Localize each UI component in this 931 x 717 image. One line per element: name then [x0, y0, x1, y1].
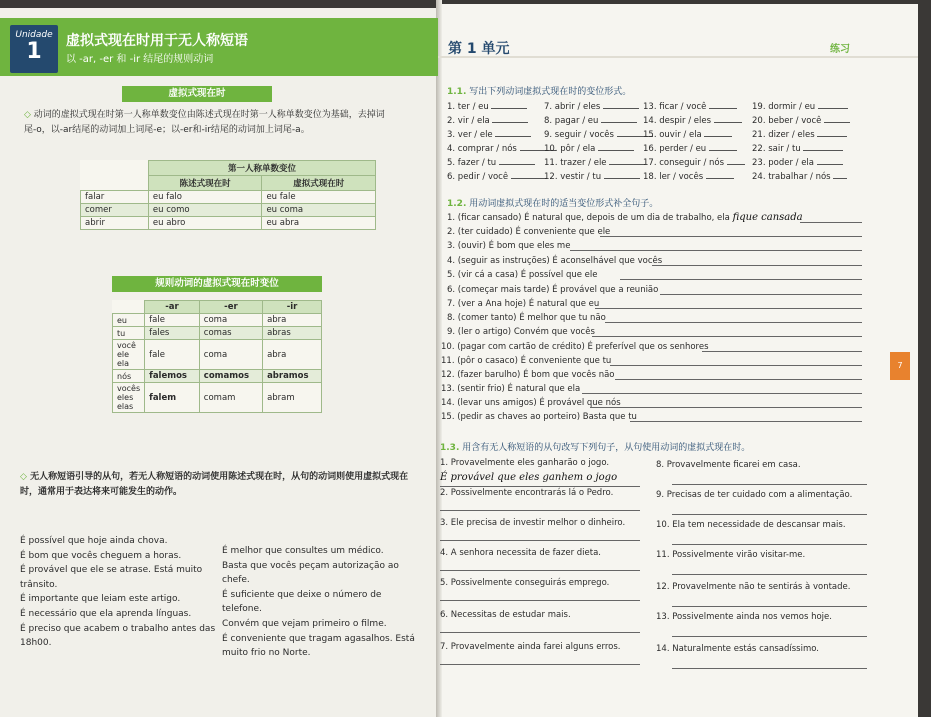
ex3-item: 3. Ele precisa de investir melhor o dinheiro. [440, 518, 626, 528]
verb-cell: comamos [199, 370, 262, 383]
diamond-bullet-icon: ◇ [20, 472, 31, 482]
page-tab: 7 [890, 352, 910, 380]
ex1-prompt: 2. vir / ela [447, 116, 490, 126]
ex1-prompt: 16. perder / eu [643, 144, 707, 154]
table1-col2: 虚拟式现在时 [262, 176, 376, 191]
examples-right [222, 544, 418, 661]
answer-blank[interactable] [598, 142, 634, 151]
ex2-prompt: 1. (ficar cansado) É natural que, depois de um dia de trabalho, ela [447, 213, 730, 223]
answer-line[interactable] [440, 570, 640, 571]
table1-cell: eu fale [262, 191, 376, 204]
example-sentence: Basta que vocês peçam autorização ao chefe. [222, 560, 399, 586]
answer-line[interactable] [440, 486, 640, 487]
rule1-text [24, 108, 394, 138]
ex1-item [447, 142, 556, 156]
ex2-item: 3. (ouvir) É bom que eles me [447, 241, 571, 251]
ex2-item: 5. (vir cá a casa) É possível que ele [447, 270, 598, 280]
ex1-item [752, 156, 850, 170]
ex1-prompt: 9. seguir / vocês [544, 130, 614, 140]
answer-line[interactable] [800, 222, 862, 223]
ex2-item: 2. (ter cuidado) É conveniente que ele [447, 227, 611, 237]
pronoun-cell [113, 383, 145, 413]
ex3-title: 用含有无人称短语的从句改写下列句子，从句使用动词的虚拟式现在时。 [462, 443, 751, 453]
answer-blank[interactable] [824, 114, 850, 123]
ex3-item: 10. Ela tem necessidade de descansar mais. [656, 520, 846, 530]
answer-line[interactable] [440, 540, 640, 541]
ex3-item: 11. Possivelmente virão visitar-me. [656, 550, 806, 560]
ex1-item [752, 128, 850, 142]
ex3-item: 4. A senhora necessita de fazer dieta. [440, 548, 601, 558]
pronoun-cell: nós [113, 370, 145, 383]
table1-cell: eu abro [148, 217, 262, 230]
answer-line[interactable] [582, 393, 862, 394]
example-sentence: É bom que vocês cheguem a horas. [20, 550, 182, 561]
example-sentence: É melhor que consultes um médico. [222, 546, 384, 556]
pronoun: ela [117, 359, 130, 368]
ex1-prompt: 6. pedir / você [447, 172, 509, 182]
answer-blank[interactable] [704, 128, 732, 137]
table1-cell: eu abra [262, 217, 376, 230]
verb-cell: abram [263, 383, 322, 413]
ex1-item [643, 100, 745, 114]
answer-line[interactable] [595, 308, 862, 309]
ex1-prompt: 24. trabalhar / nós [752, 172, 831, 182]
answer-line[interactable] [672, 484, 867, 485]
verb-cell: abra [263, 314, 322, 327]
ex1-prompt: 5. fazer / tu [447, 158, 497, 168]
left-subtitle: 以 -ar, -er 和 -ir 结尾的规则动词 [66, 54, 214, 65]
diamond-bullet-icon: ◇ [24, 110, 34, 120]
answer-blank[interactable] [803, 142, 843, 151]
ex1-item [752, 100, 850, 114]
answer-blank[interactable] [709, 142, 737, 151]
ex2-item: 10. (pagar com cartão de crédito) É preferível que os senhores [441, 342, 709, 352]
unit-label: Unidade [15, 30, 53, 40]
table2-col-ar: -ar [145, 301, 200, 314]
ex1-prompt: 17. conseguir / nós [643, 158, 725, 168]
ex2-item: 9. (ler o artigo) Convém que vocês [447, 327, 595, 337]
table1-cell: eu coma [262, 204, 376, 217]
ex2-item: 12. (fazer barulho) É bom que vocês não [441, 370, 615, 380]
verb-cell: falemos [145, 370, 200, 383]
verb-cell: abramos [263, 370, 322, 383]
ex3-heading [440, 440, 750, 453]
unit-badge [10, 25, 58, 73]
answer-blank[interactable] [603, 100, 639, 109]
pronoun-cell: eu [113, 314, 145, 327]
answer-blank[interactable] [714, 114, 742, 123]
answer-line[interactable] [440, 664, 640, 665]
ex2-item: 6. (começar mais tarde) É provável que a reunião [447, 285, 659, 295]
left-title: 虚拟式现在时用于无人称短语 [66, 33, 248, 49]
answer-blank[interactable] [833, 170, 847, 179]
ex3-item: 9. Precisas de ter cuidado com a alimentação. [656, 490, 853, 500]
ex1-prompt: 22. sair / tu [752, 144, 801, 154]
ex1-prompt: 1. ter / eu [447, 102, 489, 112]
ex3-item: 8. Provavelmente ficarei em casa. [656, 460, 801, 470]
ex1-prompt: 11. trazer / ele [544, 158, 607, 168]
ex1-item [643, 156, 745, 170]
table1-header: 第一人称单数变位 [148, 161, 375, 176]
rule2-text [20, 470, 420, 500]
ex2-item: 4. (seguir as instruções) É aconselhável que vocês [447, 256, 663, 266]
ex1-prompt: 15. ouvir / ela [643, 130, 702, 140]
handwritten-answer[interactable]: É provável que eles ganhem o jogo [440, 472, 618, 483]
ex1-heading [447, 84, 631, 97]
pronoun: ele [117, 350, 130, 359]
example-sentence: Convém que vejam primeiro o filme. [222, 618, 387, 629]
ex2-item: 11. (pôr o casaco) É conveniente que tu [441, 356, 612, 366]
ex1-prompt: 7. abrir / eles [544, 102, 601, 112]
ex3-item: 6. Necessitas de estudar mais. [440, 610, 571, 620]
pronoun-cell [113, 340, 145, 370]
pronoun-cell: tu [113, 327, 145, 340]
answer-line[interactable] [440, 632, 640, 633]
example-sentence: É conveniente que tragam agasalhos. Está muito frio no Norte. [222, 633, 415, 659]
example-sentence: É suficiente que deixe o número de telefone. [222, 589, 382, 615]
ex1-prompt: 8. pagar / eu [544, 116, 599, 126]
ex1-item [643, 128, 745, 142]
answer-line[interactable] [600, 236, 862, 237]
answer-blank[interactable] [601, 114, 637, 123]
table1-col1: 陈述式现在时 [148, 176, 262, 191]
ex1-col2 [544, 100, 653, 184]
examples-left [20, 534, 220, 651]
section1-heading: 虚拟式现在时 [122, 86, 272, 102]
handwritten-answer[interactable]: fique cansada [732, 212, 803, 223]
example-sentence: É provável que ele se atrase. Está muito trânsito. [20, 565, 203, 590]
ex1-item [544, 142, 653, 156]
verb-cell: abras [263, 327, 322, 340]
ex2-item: 14. (levar uns amigos) É provável que nós [441, 398, 621, 408]
answer-blank[interactable] [817, 128, 847, 137]
verb-cell: coma [199, 314, 262, 327]
table2-col-ir: -ir [263, 301, 322, 314]
answer-blank[interactable] [817, 156, 843, 165]
answer-line[interactable] [592, 336, 862, 337]
example-sentence: É preciso que acabem o trabalho antes das 18h00. [20, 623, 216, 649]
ex3-item: 14. Naturalmente estás cansadíssimo. [656, 644, 819, 654]
unit-number: 1 [26, 39, 42, 64]
answer-blank[interactable] [499, 156, 535, 165]
ex1-prompt: 19. dormir / eu [752, 102, 816, 112]
section2-heading: 规则动词的虚拟式现在时变位 [112, 276, 322, 292]
verb-cell: abra [263, 340, 322, 370]
ex1-item [447, 114, 556, 128]
answer-line[interactable] [440, 600, 640, 601]
rule2-body: 无人称短语引导的从句，若无人称短语的动词使用陈述式现在时，从句的动词则使用虚拟式现在时，通常用于表达将来可能发生的动作。 [20, 472, 409, 497]
example-sentence: É importante que leiam este artigo. [20, 594, 181, 605]
ex2-item: 15. (pedir as chaves ao porteiro) Basta que tu [441, 412, 637, 422]
answer-line[interactable] [605, 322, 862, 323]
ex1-item [544, 128, 653, 142]
ex1-prompt: 20. beber / você [752, 116, 822, 126]
ex3-number: 1.3. [440, 443, 460, 453]
answer-line[interactable] [590, 407, 862, 408]
verb-cell: coma [199, 340, 262, 370]
ex1-item [544, 114, 653, 128]
pronoun: elas [117, 402, 134, 411]
answer-blank[interactable] [511, 170, 547, 179]
ex2-title: 用动词虚拟式现在时的适当变位形式补全句子。 [469, 199, 659, 209]
table1-cell: abrir [81, 217, 149, 230]
ex3-item: 12. Provavelmente não te sentirás à vontade. [656, 582, 851, 592]
verb-cell: comas [199, 327, 262, 340]
answer-line[interactable] [630, 421, 862, 422]
answer-blank[interactable] [706, 170, 734, 179]
ex1-item [447, 100, 556, 114]
answer-line[interactable] [610, 365, 862, 366]
answer-blank[interactable] [495, 128, 531, 137]
ex2-item: 8. (comer tanto) É melhor que tu não [447, 313, 606, 323]
ex1-item [544, 170, 653, 184]
verb-cell: falem [145, 383, 200, 413]
pronoun: eles [117, 393, 134, 402]
answer-line[interactable] [672, 668, 867, 669]
ex3-item: 5. Possivelmente conseguirás emprego. [440, 578, 610, 588]
answer-line[interactable] [672, 574, 867, 575]
answer-line[interactable] [615, 379, 862, 380]
ex1-item [447, 170, 556, 184]
ex1-item [643, 142, 745, 156]
ex1-item [752, 114, 850, 128]
ex1-item [544, 100, 653, 114]
answer-line[interactable] [570, 250, 862, 251]
ex2-item-1 [447, 212, 803, 223]
verb-cell: comam [199, 383, 262, 413]
example-sentence: É possível que hoje ainda chova. [20, 536, 168, 546]
answer-blank[interactable] [492, 114, 528, 123]
ex1-title: 写出下列动词虚拟式现在时的变位形式。 [469, 87, 632, 97]
table1-cell: falar [81, 191, 149, 204]
table1-cell: eu como [148, 204, 262, 217]
ex1-item [643, 114, 745, 128]
answer-blank[interactable] [491, 100, 527, 109]
answer-line[interactable] [672, 544, 867, 545]
table2-col-er: -er [199, 301, 262, 314]
ex1-item [544, 156, 653, 170]
ex1-item [447, 128, 556, 142]
ex1-item [752, 170, 850, 184]
rule1-body: 动词的虚拟式现在时第一人称单数变位由陈述式现在时第一人称单数变位为基础，去掉词尾-o，以-ar结尾的动词加上词尾-e；以-er和-ir结尾的动词加上词尾-a。 [24, 110, 385, 135]
ex2-item: 13. (sentir frio) É natural que ela [441, 384, 581, 394]
ex1-prompt: 3. ver / ele [447, 130, 493, 140]
ex3-item: 7. Provavelmente ainda farei alguns erros. [440, 642, 621, 652]
ex1-number: 1.1. [447, 87, 467, 97]
verb-cell: fale [145, 314, 200, 327]
ex2-item: 7. (ver a Ana hoje) É natural que eu [447, 299, 600, 309]
answer-line[interactable] [672, 606, 867, 607]
ex1-prompt: 4. comprar / nós [447, 144, 517, 154]
table1-cell: eu falo [148, 191, 262, 204]
ex1-prompt: 23. poder / ela [752, 158, 815, 168]
ex3-item: 13. Possivelmente ainda nos vemos hoje. [656, 612, 832, 622]
answer-blank[interactable] [609, 156, 645, 165]
first-person-table [80, 160, 376, 230]
answer-blank[interactable] [604, 170, 640, 179]
table1-cell: comer [81, 204, 149, 217]
ex1-item [447, 156, 556, 170]
exercise-tag: 练习 [830, 44, 850, 55]
pronoun: você [117, 341, 136, 350]
right-title: 第 1 单元 [448, 41, 510, 57]
example-sentence: É necessário que ela aprenda línguas. [20, 608, 192, 619]
ex1-item [643, 170, 745, 184]
verb-cell: fale [145, 340, 200, 370]
ex1-prompt: 18. ler / vocês [643, 172, 704, 182]
answer-line[interactable] [660, 294, 862, 295]
ex1-prompt: 21. dizer / eles [752, 130, 815, 140]
ex3-item: 1. Provavelmente eles ganharão o jogo. [440, 458, 610, 468]
ex1-col4 [752, 100, 850, 184]
ex1-col3 [643, 100, 745, 184]
pronoun: vocês [117, 384, 141, 393]
ex1-col1 [447, 100, 556, 184]
ex1-item [752, 142, 850, 156]
answer-blank[interactable] [818, 100, 848, 109]
answer-line[interactable] [440, 510, 640, 511]
answer-line[interactable] [652, 265, 862, 266]
conjugation-table [112, 300, 322, 413]
answer-blank[interactable] [709, 100, 737, 109]
ex1-prompt: 14. despir / eles [643, 116, 712, 126]
answer-line[interactable] [620, 279, 862, 280]
ex1-prompt: 13. ficar / você [643, 102, 707, 112]
answer-line[interactable] [672, 514, 867, 515]
ex1-prompt: 12. vestir / tu [544, 172, 602, 182]
ex2-heading [447, 196, 658, 209]
verb-cell: fales [145, 327, 200, 340]
answer-line[interactable] [672, 636, 867, 637]
answer-blank[interactable] [727, 156, 745, 165]
ex2-number: 1.2. [447, 199, 467, 209]
answer-line[interactable] [702, 351, 862, 352]
ex1-prompt: 10. pôr / ela [544, 144, 596, 154]
ex3-item: 2. Possivelmente encontrarás lá o Pedro. [440, 488, 614, 498]
